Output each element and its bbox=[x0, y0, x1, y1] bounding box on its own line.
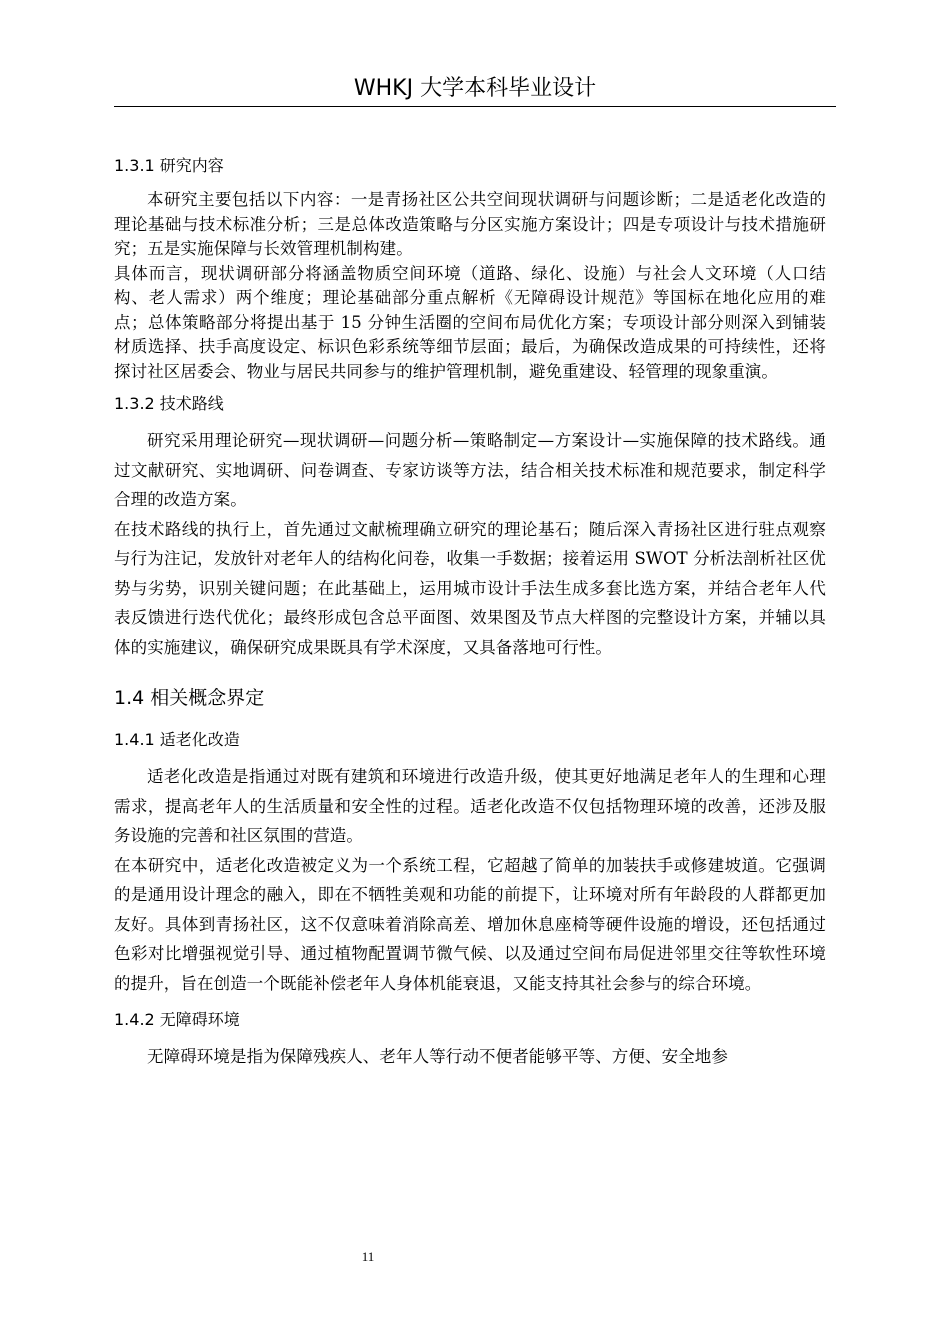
paragraph-1-3-1-a: 本研究主要包括以下内容：一是青扬社区公共空间现状调研与问题诊断；二是适老化改造的理论基础与技术标准分析；三是总体改造策略与分区实施方案设计；四是专项设计与技术措施研究；五是实施保障与长效管理机制构建。 bbox=[114, 190, 826, 258]
heading-1-3-2: 1.3.2 技术路线 bbox=[114, 394, 224, 413]
paragraph-1-4-2-a: 无障碍环境是指为保障残疾人、老年人等行动不便者能够平等、方便、安全地参 bbox=[147, 1047, 728, 1066]
paragraph-1-3-1-b: 具体而言，现状调研部分将涵盖物质空间环境（道路、绿化、设施）与社会人文环境（人口结构、老人需求）两个维度；理论基础部分重点解析《无障碍设计规范》等国标在地化应用的难点；总体策略部分将提出基于 15 分钟生活圈的空间布局优化方案；专项设计部分则深入到铺装材质选择、扶手高度设定、标识色彩系统等细节层面；最后，为确保改造成果的可持续性，还将探讨社区居委会、物业与居民共同参与的维护管理机制，避免重建设、轻管理的现象重演。 bbox=[114, 263, 826, 381]
header-divider bbox=[114, 106, 836, 107]
paragraph-1-3-2-a: 研究采用理论研究—现状调研—问题分析—策略制定—方案设计—实施保障的技术路线。通过文献研究、实地调研、问卷调查、专家访谈等方法，结合相关技术标准和规范要求，制定科学合理的改造方案。 bbox=[114, 431, 826, 509]
paragraph-1-4-1-a: 适老化改造是指通过对既有建筑和环境进行改造升级，使其更好地满足老年人的生理和心理需求，提高老年人的生活质量和安全性的过程。适老化改造不仅包括物理环境的改善，还涉及服务设施的完善和社区氛围的营造。 bbox=[114, 767, 826, 845]
heading-1-4: 1.4 相关概念界定 bbox=[114, 687, 265, 709]
heading-1-4-1: 1.4.1 适老化改造 bbox=[114, 730, 240, 749]
page-header-title: WHKJ 大学本科毕业设计 bbox=[353, 76, 597, 101]
page-number: 11 bbox=[361, 1249, 375, 1264]
heading-1-4-2: 1.4.2 无障碍环境 bbox=[114, 1010, 240, 1029]
heading-1-3-1: 1.3.1 研究内容 bbox=[114, 156, 224, 175]
paragraph-1-4-1-b: 在本研究中，适老化改造被定义为一个系统工程，它超越了简单的加装扶手或修建坡道。它强调的是通用设计理念的融入，即在不牺牲美观和功能的前提下，让环境对所有年龄段的人群都更加友好。具体到青扬社区，这不仅意味着消除高差、增加休息座椅等硬件设施的增设，还包括通过色彩对比增强视觉引导、通过植物配置调节微气候、以及通过空间布局促进邻里交往等软性环境的提升，旨在创造一个既能补偿老年人身体机能衰退，又能支持其社会参与的综合环境。 bbox=[114, 855, 826, 993]
page-body bbox=[114, 150, 826, 1072]
paragraph-1-3-2-b: 在技术路线的执行上，首先通过文献梳理确立研究的理论基石；随后深入青扬社区进行驻点观察与行为注记，发放针对老年人的结构化问卷，收集一手数据；接着运用 SWOT 分析法剖析社区优势与劣势，识别关键问题；在此基础上，运用城市设计手法生成多套比选方案，并结合老年人代表反馈进行迭代优化；最终形成包含总平面图、效果图及节点大样图的完整设计方案，并辅以具体的实施建议，确保研究成果既具有学术深度，又具备落地可行性。 bbox=[114, 519, 826, 657]
